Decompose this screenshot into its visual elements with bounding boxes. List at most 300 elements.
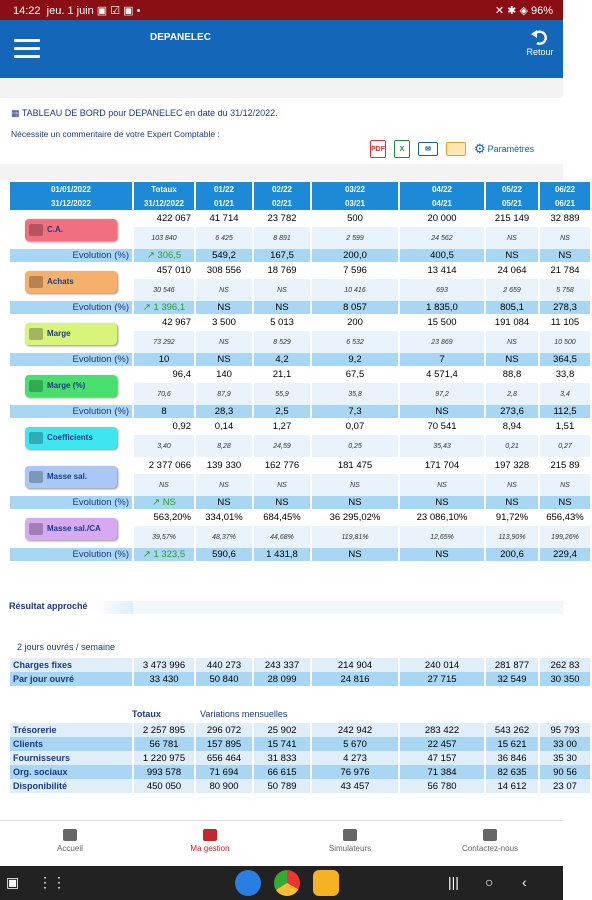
resultat-label: Résultat approché — [9, 601, 133, 614]
kpi-prev-value: 48,37% — [196, 526, 252, 548]
row-value: 28 099 — [254, 672, 310, 686]
evolution-value: 364,5 — [540, 353, 590, 366]
kpi-prev-value: 73 292 — [134, 331, 194, 353]
kpi-value: 181 475 — [312, 457, 398, 474]
kpi-table — [8, 182, 592, 561]
header-row — [10, 196, 590, 210]
kpi-name: Marge (%) — [47, 381, 86, 390]
row-value: 33 00 — [540, 737, 590, 751]
row-value: 71 694 — [196, 765, 252, 779]
nav-3[interactable] — [440, 829, 540, 853]
row-value: 56 780 — [400, 779, 484, 793]
bottom-nav — [0, 820, 563, 866]
row-value: 440 273 — [196, 658, 252, 672]
kpi-row-n — [10, 210, 590, 227]
row-value: 30 350 — [540, 672, 590, 686]
row-value: 71 384 — [400, 765, 484, 779]
kpi-prev-value: 10 500 — [540, 331, 590, 353]
evolution-label: Evolution (%) — [10, 496, 132, 509]
row-value: 283 422 — [400, 723, 484, 737]
kpi-row-n — [10, 262, 590, 279]
kpi-label-cell — [10, 366, 132, 405]
kpi-prev-value: 693 — [400, 279, 484, 301]
dashboard-title: TABLEAU DE BORD pour DEPANELEC en date du 31/12/2022. — [21, 108, 278, 118]
kpi-value: 0,14 — [196, 418, 252, 435]
system-nav-bar — [0, 866, 563, 900]
kpi-value: 23 782 — [254, 210, 310, 227]
row-label: Par jour ouvré — [10, 672, 132, 686]
row-value: 90 56 — [540, 765, 590, 779]
app-title: DEPANELEC — [150, 32, 211, 43]
evolution-value: 112,5 — [540, 405, 590, 418]
evolution-value: 549,2 — [196, 249, 252, 262]
kpi-value: 3 500 — [196, 314, 252, 331]
row-value: 56 781 — [134, 737, 194, 751]
kpi-prev-value: 199,26% — [540, 526, 590, 548]
evolution-value: NS — [400, 548, 484, 561]
kpi-prev-value: 6 532 — [312, 331, 398, 353]
kpi-name: Marge — [47, 329, 71, 338]
people-icon — [29, 471, 43, 483]
kpi-name: Coefficients — [47, 433, 93, 442]
row-label: Trésorerie — [10, 723, 132, 737]
row-value: 32 549 — [486, 672, 538, 686]
row-value: 4 273 — [312, 751, 398, 765]
kpi-value: 215 89 — [540, 457, 590, 474]
kpi-total: 96,4 — [134, 366, 194, 383]
battery-level: 96% — [530, 5, 553, 17]
evolution-value: NS — [196, 496, 252, 509]
calculator-icon — [203, 829, 217, 841]
column-header: 02/21 — [254, 196, 310, 210]
chrome-icon[interactable] — [274, 870, 300, 896]
evolution-value: 8 — [134, 405, 194, 418]
row-value: 157 895 — [196, 737, 252, 751]
nav-1[interactable] — [160, 829, 260, 853]
kpi-badge[interactable] — [25, 375, 117, 397]
kpi-value: 5 013 — [254, 314, 310, 331]
nav-2[interactable] — [300, 829, 400, 853]
evolution-value: 7 — [400, 353, 484, 366]
kpi-total: 2 377 066 — [134, 457, 194, 474]
row-label: Charges fixes — [10, 658, 132, 672]
kpi-value: 1,51 — [540, 418, 590, 435]
evolution-value: 7,3 — [312, 405, 398, 418]
kpi-value: 191 084 — [486, 314, 538, 331]
kpi-label-cell — [10, 418, 132, 457]
kpi-badge[interactable] — [25, 219, 117, 241]
kpi-prev-value: 8 891 — [254, 227, 310, 249]
evolution-value: 167,5 — [254, 249, 310, 262]
kpi-prev-value: NS — [540, 227, 590, 249]
kpi-value: 8,94 — [486, 418, 538, 435]
kpi-prev-value: 2 599 — [312, 227, 398, 249]
dashboard-header — [0, 98, 563, 164]
row-value: 66 615 — [254, 765, 310, 779]
evolution-value: 200,0 — [312, 249, 398, 262]
evolution-value: NS — [312, 496, 398, 509]
evolution-value: 8 057 — [312, 301, 398, 314]
kpi-prev-value: NS — [486, 227, 538, 249]
kpi-value: 88,8 — [486, 366, 538, 383]
kpi-value: 33,8 — [540, 366, 590, 383]
column-header: 03/22 — [312, 182, 398, 196]
row-value: 993 578 — [134, 765, 194, 779]
kpi-prev-value: NS — [196, 279, 252, 301]
excel-icon[interactable]: X — [394, 140, 410, 158]
kpi-prev-value: 0,21 — [486, 435, 538, 457]
kpi-value: 197 328 — [486, 457, 538, 474]
row-label: Fournisseurs — [10, 751, 132, 765]
kpi-badge[interactable] — [25, 466, 117, 488]
menu-icon[interactable] — [14, 39, 40, 59]
treso-table — [8, 723, 592, 793]
row-value: 240 014 — [400, 658, 484, 672]
row-value: 47 157 — [400, 751, 484, 765]
settings-label: Paramètres — [487, 144, 535, 154]
kpi-label-cell — [10, 210, 132, 249]
evolution-value: ↗ 306,5 — [134, 249, 194, 262]
row-value: 35 30 — [540, 751, 590, 765]
kpi-prev-value: 35,8 — [312, 383, 398, 405]
evolution-row — [10, 249, 590, 262]
kpi-value: 32 889 — [540, 210, 590, 227]
kpi-value: 20 000 — [400, 210, 484, 227]
evolution-value: NS — [400, 496, 484, 509]
pdf-icon[interactable]: PDF — [370, 140, 386, 158]
row-value: 296 072 — [196, 723, 252, 737]
column-header: 05/22 — [486, 182, 538, 196]
kpi-prev-value: 35,43 — [400, 435, 484, 457]
chart-icon — [29, 224, 43, 236]
evolution-label: Evolution (%) — [10, 405, 132, 418]
kpi-value: 24 064 — [486, 262, 538, 279]
files-icon[interactable] — [313, 870, 339, 896]
row-value: 5 670 — [312, 737, 398, 751]
kpi-value: 200 — [312, 314, 398, 331]
kpi-name: Masse sal./CA — [47, 524, 101, 533]
nav-0[interactable] — [20, 829, 120, 853]
kpi-value: 500 — [312, 210, 398, 227]
evolution-value: 805,1 — [486, 301, 538, 314]
kpi-badge[interactable] — [25, 427, 117, 449]
row-value: 2 257 895 — [134, 723, 194, 737]
kpi-value: 334,01% — [196, 509, 252, 526]
evolution-value: 28,3 — [196, 405, 252, 418]
row-value: 27 715 — [400, 672, 484, 686]
row-value: 1 220 975 — [134, 751, 194, 765]
evolution-value: NS — [486, 249, 538, 262]
evolution-label: Evolution (%) — [10, 353, 132, 366]
column-header: 03/21 — [312, 196, 398, 210]
evolution-label: Evolution (%) — [10, 548, 132, 561]
chart-icon — [29, 328, 43, 340]
kpi-prev-value: NS — [312, 474, 398, 496]
row-value: 31 833 — [254, 751, 310, 765]
column-header: 05/21 — [486, 196, 538, 210]
kpi-row-n — [10, 418, 590, 435]
column-header: 02/22 — [254, 182, 310, 196]
evolution-value: NS — [254, 301, 310, 314]
kpi-prev-value: NS — [134, 474, 194, 496]
row-value: 80 900 — [196, 779, 252, 793]
kpi-name: Masse sal. — [47, 472, 88, 481]
data-row — [10, 672, 590, 686]
evolution-value: NS — [196, 353, 252, 366]
kpi-prev-value: NS — [540, 474, 590, 496]
kpi-value: 91,72% — [486, 509, 538, 526]
kpi-prev-value: 23 869 — [400, 331, 484, 353]
evolution-value: ↗ NS — [134, 496, 194, 509]
data-row — [10, 779, 590, 793]
kpi-value: 11 105 — [540, 314, 590, 331]
kpi-value: 36 295,02% — [312, 509, 398, 526]
kpi-prev-value: 39,57% — [134, 526, 194, 548]
row-value: 24 816 — [312, 672, 398, 686]
kpi-total: 457 010 — [134, 262, 194, 279]
kpi-row-n — [10, 509, 590, 526]
kpi-total: 563,20% — [134, 509, 194, 526]
data-row — [10, 751, 590, 765]
jours-label: 2 jours ouvrés / semaine — [17, 642, 116, 652]
nav-label: Accueil — [57, 844, 83, 853]
kpi-row-n — [10, 366, 590, 383]
skype-icon[interactable] — [235, 870, 261, 896]
kpi-value: 15 500 — [400, 314, 484, 331]
kpi-value: 7 596 — [312, 262, 398, 279]
kpi-prev-value: 70,6 — [134, 383, 194, 405]
row-value: 43 457 — [312, 779, 398, 793]
kpi-prev-value: 2 659 — [486, 279, 538, 301]
status-time: 14:22 — [13, 5, 41, 17]
column-header: 01/22 — [196, 182, 252, 196]
row-value: 95 793 — [540, 723, 590, 737]
column-header: 04/22 — [400, 182, 484, 196]
column-header: 04/21 — [400, 196, 484, 210]
evolution-value: NS — [400, 405, 484, 418]
kpi-value: 656,43% — [540, 509, 590, 526]
row-value: 3 473 996 — [134, 658, 194, 672]
kpi-total: 422 067 — [134, 210, 194, 227]
row-value: 214 904 — [312, 658, 398, 672]
kpi-value: 18 769 — [254, 262, 310, 279]
kpi-prev-value: 119,81% — [312, 526, 398, 548]
evolution-value: 273,6 — [486, 405, 538, 418]
evolution-value: 1 431,8 — [254, 548, 310, 561]
evolution-value: NS — [254, 496, 310, 509]
kpi-badge[interactable] — [25, 271, 117, 293]
kpi-label-cell — [10, 262, 132, 301]
row-value: 82 635 — [486, 765, 538, 779]
row-value: 15 741 — [254, 737, 310, 751]
evolution-value: 4,2 — [254, 353, 310, 366]
back-label: Retour — [526, 47, 554, 57]
mail-icon[interactable]: ✉ — [418, 142, 438, 156]
kpi-prev-value: NS — [486, 331, 538, 353]
nav-label: Simulateurs — [328, 844, 372, 853]
kpi-value: 0,07 — [312, 418, 398, 435]
screenshot-icon[interactable]: ▣ — [6, 874, 20, 890]
column-header: 06/21 — [540, 196, 590, 210]
kpi-value: 308 556 — [196, 262, 252, 279]
kpi-value: 171 704 — [400, 457, 484, 474]
kpi-prev-value: NS — [400, 474, 484, 496]
kpi-prev-value: 10 416 — [312, 279, 398, 301]
evolution-value: NS — [312, 548, 398, 561]
kpi-prev-value: 0,25 — [312, 435, 398, 457]
kpi-prev-value: 6 425 — [196, 227, 252, 249]
kpi-prev-value: 8 529 — [254, 331, 310, 353]
column-header: 31/12/2022 — [134, 196, 194, 210]
header-row — [10, 182, 590, 196]
status-date: jeu. 1 juin — [46, 5, 94, 17]
evolution-value: 2,5 — [254, 405, 310, 418]
column-header: 01/01/2022 — [10, 182, 132, 196]
kpi-prev-value: 24,59 — [254, 435, 310, 457]
kpi-value: 41 714 — [196, 210, 252, 227]
status-bar: 14:22 jeu. 1 juin ▣ ☑ ▣ • ✕ ✱ ◈ 96% — [0, 0, 563, 20]
row-value: 50 840 — [196, 672, 252, 686]
undo-icon — [530, 28, 550, 46]
gear-icon: ⚙ — [474, 141, 486, 156]
kpi-prev-value: 2,8 — [486, 383, 538, 405]
row-value: 656 464 — [196, 751, 252, 765]
print-icon[interactable] — [446, 142, 466, 156]
totaux-label: Totaux — [132, 709, 161, 719]
building-icon — [343, 829, 357, 841]
kpi-prev-value: 12,65% — [400, 526, 484, 548]
evolution-value: 400,5 — [400, 249, 484, 262]
back-button[interactable] — [525, 28, 555, 57]
back-nav-icon[interactable]: ‹ — [522, 874, 527, 890]
comment-note: Nécessite un commentaire de votre Expert Comptable : — [11, 129, 220, 139]
nav-label: Ma gestion — [190, 844, 230, 853]
row-value: 50 789 — [254, 779, 310, 793]
kpi-value: 70 541 — [400, 418, 484, 435]
kpi-prev-value: 103 840 — [134, 227, 194, 249]
evolution-label: Evolution (%) — [10, 301, 132, 314]
kpi-prev-value: 5 758 — [540, 279, 590, 301]
evolution-value: ↗ 1 396,1 — [134, 301, 194, 314]
kpi-prev-value: NS — [254, 279, 310, 301]
column-header: 06/22 — [540, 182, 590, 196]
briefcase-icon — [29, 276, 43, 288]
kpi-prev-value: 3,40 — [134, 435, 194, 457]
home-button-icon[interactable]: ○ — [485, 874, 494, 890]
kpi-value: 4 571,4 — [400, 366, 484, 383]
home-icon — [63, 829, 77, 841]
evolution-label: Evolution (%) — [10, 249, 132, 262]
data-row — [10, 723, 590, 737]
column-header: 31/12/2022 — [10, 196, 132, 210]
evolution-value: 10 — [134, 353, 194, 366]
row-value: 14 612 — [486, 779, 538, 793]
kpi-value: 684,45% — [254, 509, 310, 526]
data-row — [10, 658, 590, 672]
kpi-prev-value: 97,2 — [400, 383, 484, 405]
chart-icon — [29, 380, 43, 392]
kpi-badge[interactable] — [25, 518, 117, 540]
kpi-value: 21 784 — [540, 262, 590, 279]
evolution-value: ↗ 1 323,5 — [134, 548, 194, 561]
row-value: 242 942 — [312, 723, 398, 737]
kpi-prev-value: 3,4 — [540, 383, 590, 405]
kpi-label-cell — [10, 509, 132, 548]
column-header: Totaux — [134, 182, 194, 196]
row-value: 450 050 — [134, 779, 194, 793]
data-row — [10, 765, 590, 779]
evolution-value: 1 835,0 — [400, 301, 484, 314]
evolution-row — [10, 496, 590, 509]
evolution-value: 278,3 — [540, 301, 590, 314]
kpi-value: 23 086,10% — [400, 509, 484, 526]
kpi-badge[interactable] — [25, 323, 117, 345]
variations-label: Variations mensuelles — [200, 709, 288, 719]
settings-button[interactable] — [474, 141, 534, 157]
dashboard-body — [0, 180, 584, 820]
row-value: 22 457 — [400, 737, 484, 751]
kpi-total: 0,92 — [134, 418, 194, 435]
row-value: 76 976 — [312, 765, 398, 779]
kpi-value: 21,1 — [254, 366, 310, 383]
kpi-prev-value: 113,90% — [486, 526, 538, 548]
evolution-value: 200,6 — [486, 548, 538, 561]
swap-icon — [29, 432, 43, 444]
recents-icon[interactable]: ||| — [448, 874, 459, 890]
row-value: 25 902 — [254, 723, 310, 737]
kpi-prev-value: 87,9 — [196, 383, 252, 405]
evolution-row — [10, 405, 590, 418]
row-value: 15 621 — [486, 737, 538, 751]
kpi-value: 67,5 — [312, 366, 398, 383]
kpi-row-n — [10, 457, 590, 474]
evolution-row — [10, 548, 590, 561]
kpi-name: Achats — [47, 277, 74, 286]
evolution-row — [10, 301, 590, 314]
kpi-value: 139 330 — [196, 457, 252, 474]
row-value: 243 337 — [254, 658, 310, 672]
row-value: 281 877 — [486, 658, 538, 672]
evolution-value: NS — [540, 496, 590, 509]
kpi-prev-value: 0,27 — [540, 435, 590, 457]
evolution-value: NS — [486, 496, 538, 509]
kpi-prev-value: 24 562 — [400, 227, 484, 249]
kpi-label-cell — [10, 314, 132, 353]
kpi-prev-value: 30 546 — [134, 279, 194, 301]
person-icon — [29, 523, 43, 535]
kpi-value: 140 — [196, 366, 252, 383]
kpi-prev-value: 44,68% — [254, 526, 310, 548]
evolution-value: NS — [486, 353, 538, 366]
contact-icon — [483, 829, 497, 841]
evolution-value: NS — [540, 249, 590, 262]
kpi-value: 13 414 — [400, 262, 484, 279]
row-label: Disponibilité — [10, 779, 132, 793]
row-label: Org. sociaux — [10, 765, 132, 779]
kpi-prev-value: 8,28 — [196, 435, 252, 457]
row-value: 33 430 — [134, 672, 194, 686]
apps-grid-icon[interactable]: ⋮⋮ — [38, 874, 66, 890]
kpi-prev-value: NS — [486, 474, 538, 496]
nav-label: Contactez-nous — [461, 844, 519, 853]
kpi-prev-value: NS — [196, 331, 252, 353]
kpi-name: C.A. — [47, 225, 63, 234]
data-row — [10, 737, 590, 751]
row-value: 262 83 — [540, 658, 590, 672]
kpi-label-cell — [10, 457, 132, 496]
kpi-prev-value: 55,9 — [254, 383, 310, 405]
column-header: 01/21 — [196, 196, 252, 210]
